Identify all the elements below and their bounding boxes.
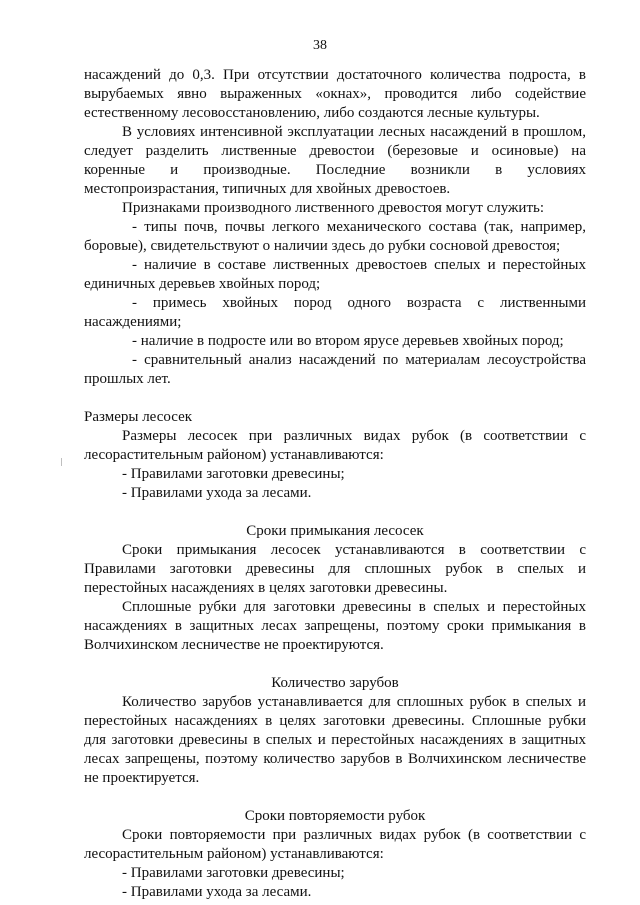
section-heading: Сроки повторяемости рубок: [244, 808, 426, 824]
paragraph: насаждений до 0,3. При отсутствии достаточного количества подроста, в вырубаемых явно выраженных «окнах», проводится либо содействие естественному лесовосстановлению, либо создаются лесные культуры.: [84, 67, 586, 121]
paragraph: Размеры лесосек при различных видах рубок (в соответствии с лесорастительным районом) устанавливаются:: [84, 428, 586, 463]
list-item: - Правилами заготовки древесины;: [122, 466, 345, 482]
section-heading: Размеры лесосек: [84, 409, 193, 425]
list-item: - Правилами ухода за лесами.: [122, 884, 312, 900]
list-item: - наличие в составе лиственных древостоев спелых и перестойных единичных деревьев хвойных пород;: [84, 257, 586, 292]
paragraph: Сроки повторяемости при различных видах рубок (в соответствии с лесорастительным районом) устанавливаются:: [84, 827, 586, 862]
margin-mark: [61, 458, 62, 466]
list-item: - Правилами ухода за лесами.: [122, 485, 312, 501]
paragraph: В условиях интенсивной эксплуатации лесных насаждений в прошлом, следует разделить лиственные древостои (березовые и осиновые) на коренные и производные. Последние возникли в условиях местопроизрастания, типичных для хвойных древостоев.: [84, 124, 586, 197]
list-item: - типы почв, почвы легкого механического состава (так, например, боровые), свидетельствуют о наличии здесь до рубки сосновой древостоя;: [84, 219, 586, 254]
page-number: 38: [313, 38, 327, 53]
list-item: - Правилами заготовки древесины;: [122, 865, 345, 881]
section-heading: Количество зарубов: [271, 675, 399, 691]
paragraph: Количество зарубов устанавливается для сплошных рубок в спелых и перестойных насаждениях в целях заготовки древесины. Сплошные рубки для заготовки древесины в спелых и перестойных насаждениях в защитных лесах запрещены, поэтому количество зарубов в Волчихинском лесничестве не проектируется.: [84, 694, 586, 786]
paragraph: Сроки примыкания лесосек устанавливаются в соответствии с Правилами заготовки древесины для сплошных рубок в спелых и перестойных насаждениях в целях заготовки древесины.: [84, 542, 586, 596]
list-item: - сравнительный анализ насаждений по материалам лесоустройства прошлых лет.: [84, 352, 586, 387]
paragraph: Признаками производного лиственного древостоя могут служить:: [122, 200, 545, 216]
document-body: [84, 66, 586, 902]
list-item: - примесь хвойных пород одного возраста с лиственными насаждениями;: [84, 295, 586, 330]
section-heading: Сроки примыкания лесосек: [246, 523, 424, 539]
paragraph: Сплошные рубки для заготовки древесины в спелых и перестойных насаждениях в защитных лесах запрещены, поэтому сроки примыкания в Волчихинском лесничестве не проектируются.: [84, 599, 586, 653]
list-item: - наличие в подросте или во втором ярусе деревьев хвойных пород;: [132, 333, 564, 349]
